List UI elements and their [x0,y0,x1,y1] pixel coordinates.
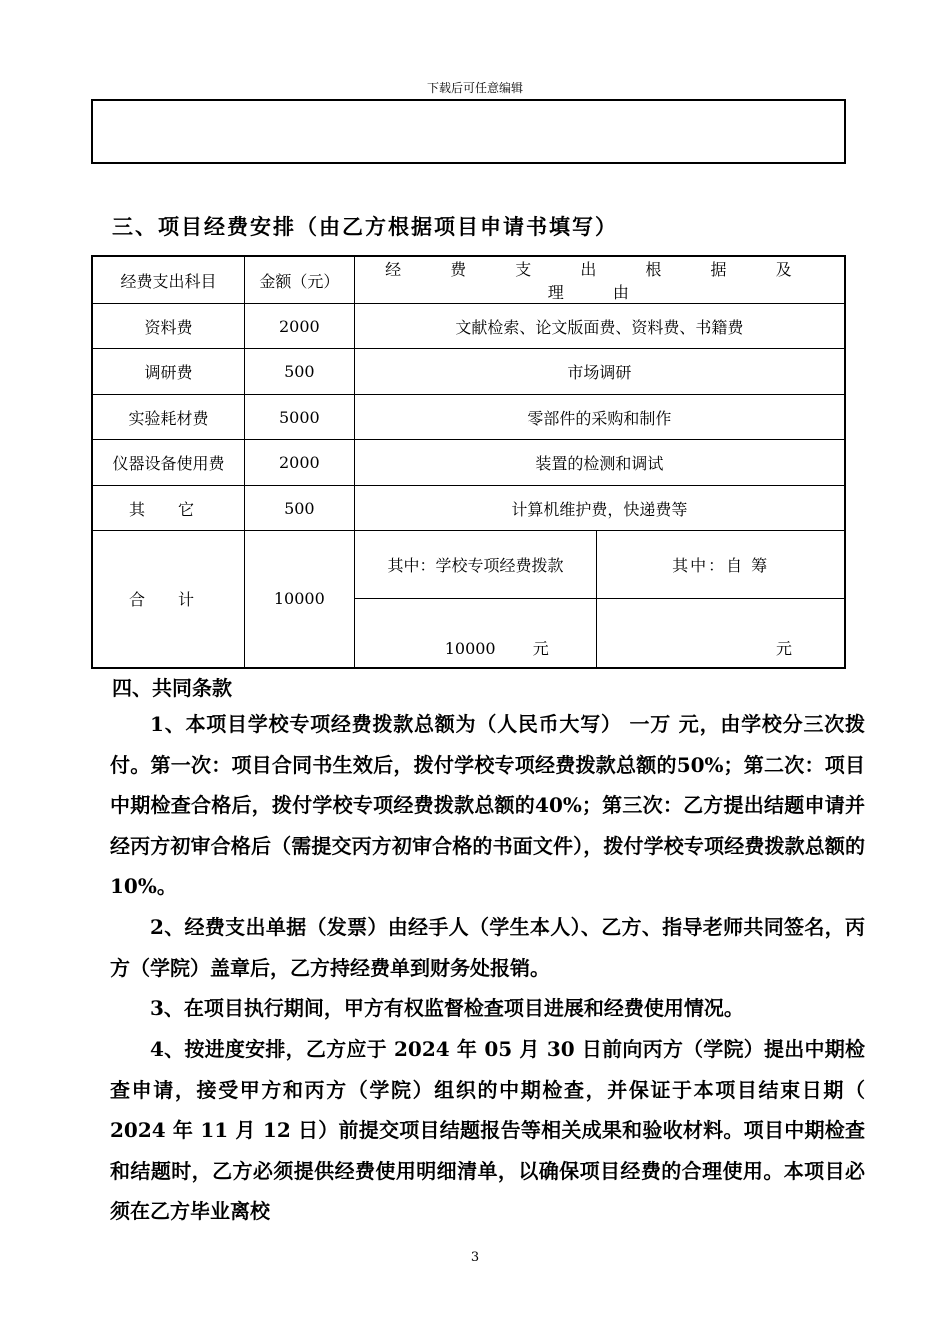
total-amount: 10000 [244,531,354,668]
page-number: 3 [470,1250,480,1265]
previous-table-box [91,99,846,164]
row-basis: 计算机维护费，快递费等 [354,486,845,531]
school-fund-label: 其中：学校专项经费拨款 [354,531,597,599]
table-row [92,395,845,440]
header-item: 经费支出科目 [92,256,244,304]
section3-title: 三、项目经费安排（由乙方根据项目申请书填写） [112,214,618,239]
section4-title: 四、共同条款 [112,676,232,700]
table-row [92,304,845,349]
row-amount: 2000 [244,304,354,349]
school-fund-value [354,599,597,668]
self-fund-label: 其中：自 筹 [597,531,845,599]
row-item: 资料费 [92,304,244,349]
school-fund-amount: 10000 [444,638,496,658]
table-row [92,440,845,486]
school-fund-unit: 元 [532,638,549,658]
row-amount: 2000 [244,440,354,486]
row-basis: 装置的检测和调试 [354,440,845,486]
self-fund-unit: 元 [775,638,792,658]
row-amount: 500 [244,349,354,395]
row-item: 其 它 [92,486,244,531]
table-row [92,486,845,531]
header-basis: 经 费 支 出 根 据 及 理 由 [354,256,845,304]
row-basis: 市场调研 [354,349,845,395]
row-basis: 文献检索、论文版面费、资料费、书籍费 [354,304,845,349]
header-amount: 金额（元） [244,256,354,304]
clause-2: 2、经费支出单据（发票）由经手人（学生本人）、乙方、指导老师共同签名，丙方（学院）盖章后，乙方持经费单到财务处报销。 [110,915,865,980]
budget-table [91,255,846,669]
total-row-top [92,531,845,599]
header-note: 下载后可任意编辑 [426,81,523,95]
table-row [92,349,845,395]
self-fund-value [597,599,845,668]
row-basis: 零部件的采购和制作 [354,395,845,440]
row-amount: 5000 [244,395,354,440]
table-header-row [92,256,845,304]
row-item: 调研费 [92,349,244,395]
clause-3: 3、在项目执行期间，甲方有权监督检查项目进展和经费使用情况。 [150,996,744,1020]
clause-1: 1、本项目学校专项经费拨款总额为（人民币大写） 一万 元，由学校分三次拨付。第一次：项目合同书生效后，拨付学校专项经费拨款总额的50%；第二次：项目中期检查合格后，拨付学校专项经费拨款总额的40%；第三次：乙方提出结题申请并经丙方初审合格后（需提交丙方初审合格的书面文件），拨付学校专项经费拨款总额的10%。 [110,712,865,898]
row-item: 仪器设备使用费 [92,440,244,486]
row-item: 实验耗材费 [92,395,244,440]
clause-4: 4、按进度安排，乙方应于 2024 年 05 月 30 日前向丙方（学院）提出中期检查申请，接受甲方和丙方（学院）组织的中期检查，并保证于本项目结束日期（ 2024 年 11 月 12 日）前提交项目结题报告等相关成果和验收材料。项目中期检查和结题时，乙方必须提供经费使用明细清单，以确保项目经费的合理使用。本项目必须在乙方毕业离校 [110,1037,865,1223]
total-item: 合 计 [92,531,244,668]
row-amount: 500 [244,486,354,531]
